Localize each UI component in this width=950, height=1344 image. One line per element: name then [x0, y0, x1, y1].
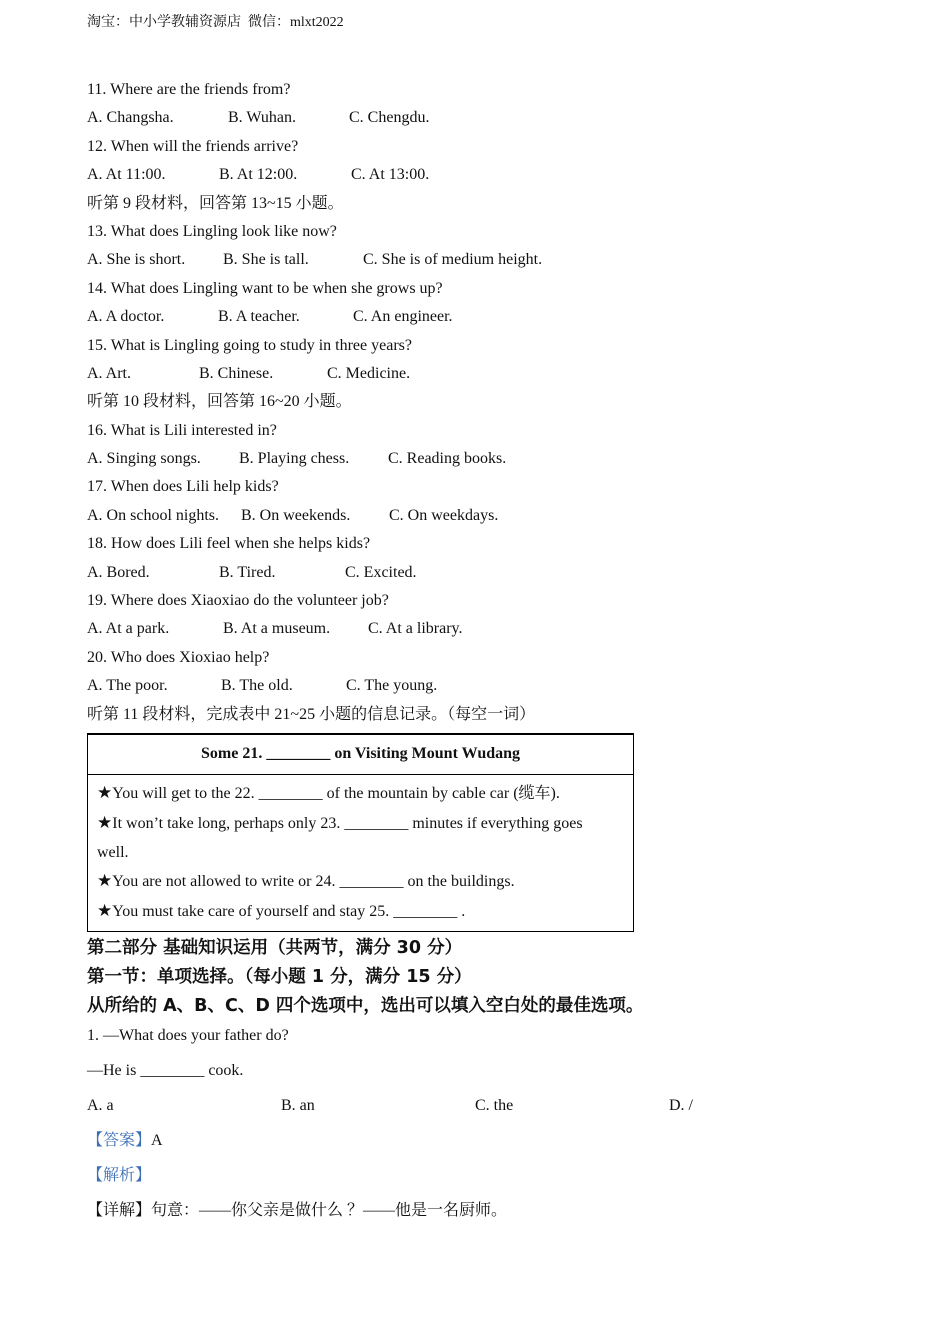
options-17	[87, 502, 867, 530]
table-item-25	[97, 897, 623, 927]
question-11: 11. Where are the friends from?	[87, 81, 291, 98]
table-item-23	[97, 809, 623, 839]
detail-line: 【详解】句意：——你父亲是做什么 ？——他是一名厨师。	[87, 1201, 508, 1219]
star-icon: ★	[97, 901, 113, 922]
options-15	[87, 360, 867, 388]
question-19: 19. Where does Xiaoxiao do the volunteer job?	[87, 592, 389, 610]
options-11	[87, 104, 867, 132]
exam-content	[87, 76, 867, 1228]
option-b: B. Playing chess.	[239, 450, 350, 468]
option-b: B. On weekends.	[241, 506, 351, 524]
option-b: B. She is tall.	[223, 251, 309, 269]
answer-value: A	[151, 1131, 163, 1149]
option-b: B. A teacher.	[218, 308, 300, 326]
analysis-line	[87, 1158, 867, 1193]
question-1-options	[87, 1088, 867, 1123]
option-a: A. On school nights.	[87, 506, 219, 524]
question-17: 17. When does Lili help kids?	[87, 478, 279, 496]
option-a: A. Art.	[87, 364, 131, 382]
option-d: D. /	[669, 1096, 693, 1114]
options-12	[87, 161, 867, 189]
question-18: 18. How does Lili feel when she helps kids?	[87, 535, 371, 553]
option-b: B. Wuhan.	[228, 109, 296, 127]
table-body	[88, 775, 633, 931]
option-a: A. At a park.	[87, 620, 170, 638]
question-12: 12. When will the friends arrive?	[87, 137, 299, 155]
option-a: A. a	[87, 1096, 114, 1114]
option-a: A. She is short.	[87, 251, 186, 269]
question-14: 14. What does Lingling want to be when she grows up?	[87, 279, 443, 297]
option-c: C. She is of medium height.	[363, 251, 543, 269]
table-item-24	[97, 867, 623, 897]
option-c: C. On weekdays.	[389, 506, 499, 524]
option-c: C. At a library.	[368, 620, 463, 638]
section-note-11: 听第 11 段材料，完成表中 21~25 小题的信息记录。（每空一词）	[87, 705, 536, 723]
table-title: Some 21. ________ on Visiting Mount Wudang	[88, 735, 633, 775]
analysis-label: 【解析】	[87, 1166, 152, 1184]
table-item-text: You will get to the 22. ________ of the mountain by cable car (缆车).	[112, 784, 560, 802]
options-20	[87, 672, 867, 700]
option-b: B. an	[281, 1096, 315, 1114]
option-c: C. Reading books.	[388, 450, 507, 468]
options-13	[87, 246, 867, 274]
question-20: 20. Who does Xioxiao help?	[87, 648, 270, 666]
question-16: 16. What is Lili interested in?	[87, 421, 277, 439]
options-14	[87, 303, 867, 331]
option-c: C. Excited.	[345, 563, 417, 581]
option-a: A. Bored.	[87, 563, 150, 581]
star-icon: ★	[97, 871, 113, 892]
section-note-9: 听第 9 段材料，回答第 13~15 小题。	[87, 194, 344, 212]
option-b: B. Chinese.	[199, 364, 274, 382]
part2-heading: 第二部分 基础知识运用（共两节，满分 30 分）	[87, 937, 463, 958]
option-b: B. At a museum.	[223, 620, 331, 638]
question-1-stem: 1. —What does your father do?	[87, 1026, 289, 1044]
star-icon: ★	[97, 782, 113, 803]
options-16	[87, 445, 867, 473]
info-record-table	[87, 733, 634, 932]
option-a: A. Changsha.	[87, 109, 174, 127]
table-item-text: You are not allowed to write or 24. ________ on the buildings.	[112, 873, 515, 891]
option-c: C. The young.	[346, 677, 438, 695]
option-b: B. At 12:00.	[219, 166, 298, 184]
option-b: B. Tired.	[219, 563, 276, 581]
option-c: C. At 13:00.	[351, 166, 430, 184]
option-c: C. An engineer.	[353, 308, 453, 326]
option-a: A. Singing songs.	[87, 450, 201, 468]
table-item-text: You must take care of yourself and stay 25. ________ .	[112, 903, 466, 921]
option-a: A. A doctor.	[87, 308, 165, 326]
page-header: 淘宝：中小学教辅资源店 微信：mlxt2022	[87, 15, 344, 30]
section-note-10: 听第 10 段材料，回答第 16~20 小题。	[87, 393, 352, 411]
answer-label: 【答案】	[87, 1131, 152, 1149]
option-c: C. Chengdu.	[349, 109, 430, 127]
answer-line	[87, 1123, 867, 1158]
options-18	[87, 559, 867, 587]
part2-instruction: 从所给的 A、B、C、D 四个选项中，选出可以填入空白处的最佳选项。	[87, 995, 644, 1016]
part2-section-heading: 第一节：单项选择。（每小题 1 分，满分 15 分）	[87, 966, 472, 987]
option-b: B. The old.	[221, 677, 293, 695]
question-15: 15. What is Lingling going to study in three years?	[87, 336, 412, 354]
option-c: C. Medicine.	[327, 364, 411, 382]
table-item-text: It won’t take long, perhaps only 23. ________ minutes if everything goes	[112, 814, 583, 832]
options-19	[87, 615, 867, 643]
option-a: A. At 11:00.	[87, 166, 166, 184]
table-item-23-continuation: well.	[97, 843, 129, 861]
question-1-reply: —He is ________ cook.	[87, 1061, 244, 1079]
option-c: C. the	[475, 1096, 514, 1114]
star-icon: ★	[97, 812, 113, 833]
table-item-22	[97, 779, 623, 809]
option-a: A. The poor.	[87, 677, 168, 695]
question-13: 13. What does Lingling look like now?	[87, 222, 337, 240]
